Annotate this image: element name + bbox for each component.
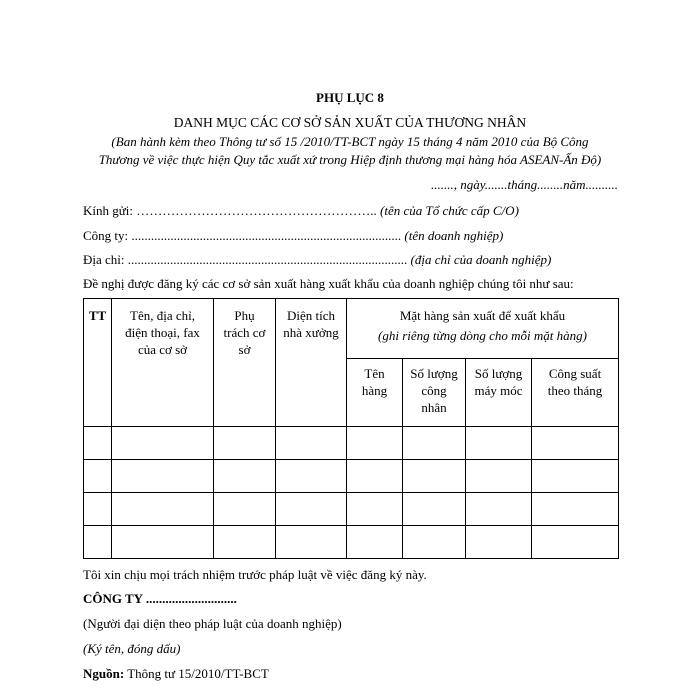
address-line [83, 252, 551, 268]
table-cell [112, 493, 214, 526]
date-line: ......., ngày.......tháng........năm.......... [430, 177, 618, 192]
table-cell [276, 526, 347, 559]
table-cell [112, 427, 214, 460]
appendix-heading: PHỤ LỤC 8 [316, 90, 384, 105]
table-row [84, 526, 619, 559]
header-goods-name: Tên hàng [347, 359, 403, 427]
table-cell [84, 427, 112, 460]
table-cell [532, 427, 619, 460]
table-cell [466, 460, 532, 493]
table-cell [466, 493, 532, 526]
table-cell [214, 460, 276, 493]
table-row [84, 493, 619, 526]
document-title: DANH MỤC CÁC CƠ SỞ SẢN XUẤT CỦA THƯƠNG NHÂN [173, 115, 527, 130]
company-dots: ................................................................................... [131, 228, 405, 243]
table-cell [532, 526, 619, 559]
header-export-goods-group: Mặt hàng sản xuất để xuất khẩu (ghi riêng từng dòng cho mỗi mặt hàng) [347, 299, 619, 359]
company-signature-line: CÔNG TY ............................ [83, 591, 237, 606]
table-cell [112, 460, 214, 493]
responsibility-statement: Tôi xin chịu mọi trách nhiệm trước pháp luật về việc đăng ký này. [83, 567, 427, 582]
request-text: Đề nghị được đăng ký các cơ sở sản xuất hàng xuất khẩu của doanh nghiệp chúng tôi như sau: [83, 276, 574, 291]
table-cell [84, 493, 112, 526]
company-hint: (tên doanh nghiệp) [404, 228, 504, 243]
table-cell [84, 526, 112, 559]
header-person-in-charge: Phụ trách cơ sở [214, 299, 276, 427]
source-line [83, 666, 269, 682]
table-cell [276, 460, 347, 493]
representative-note: (Người đại diện theo pháp luật của doanh nghiệp) [83, 616, 342, 631]
table-cell [403, 526, 466, 559]
table-cell [403, 460, 466, 493]
table-cell [347, 427, 403, 460]
header-tt: TT [84, 299, 112, 427]
subtitle-line-2: Thương về việc thực hiện Quy tắc xuất xứ trong Hiệp định thương mại hàng hóa ASEAN-Ấn Độ) [98, 152, 602, 167]
table-cell [214, 493, 276, 526]
address-dots: ...................................................................................... [127, 252, 411, 267]
table-cell [276, 427, 347, 460]
header-factory-area: Diện tích nhà xưởng [276, 299, 347, 427]
recipient-hint: (tên của Tổ chức cấp C/O) [380, 203, 519, 218]
table-cell [214, 526, 276, 559]
signature-hint: (Ký tên, đóng dấu) [83, 641, 181, 656]
header-worker-count: Số lượng công nhân [403, 359, 466, 427]
table-cell [532, 460, 619, 493]
table-cell [466, 427, 532, 460]
recipient-label: Kính gửi: [83, 203, 137, 218]
company-line [83, 228, 503, 244]
source-value: Thông tư 15/2010/TT-BCT [124, 666, 269, 681]
table-cell [347, 493, 403, 526]
table-cell [276, 493, 347, 526]
address-hint: (địa chỉ của doanh nghiệp) [410, 252, 552, 267]
table-cell [347, 460, 403, 493]
table-cell [84, 460, 112, 493]
company-label: Công ty: [83, 228, 132, 243]
header-facility-name: Tên, địa chỉ, điện thoại, fax của cơ sở [112, 299, 214, 427]
source-label: Nguồn: [83, 666, 125, 681]
table-cell [403, 493, 466, 526]
header-monthly-capacity: Công suất theo tháng [532, 359, 619, 427]
table-cell [466, 526, 532, 559]
recipient-line [83, 203, 519, 219]
facility-table [83, 298, 619, 559]
table-row [84, 427, 619, 460]
header-machine-count: Số lượng máy móc [466, 359, 532, 427]
address-label: Địa chỉ: [83, 252, 128, 267]
table-cell [214, 427, 276, 460]
table-cell [532, 493, 619, 526]
table-cell [403, 427, 466, 460]
subtitle-line-1: (Ban hành kèm theo Thông tư số 15 /2010/TT-BCT ngày 15 tháng 4 năm 2010 của Bộ Công [111, 134, 589, 149]
table-cell [112, 526, 214, 559]
table-row [84, 460, 619, 493]
table-cell [347, 526, 403, 559]
recipient-dots: ……………………………………………….. [136, 203, 381, 218]
